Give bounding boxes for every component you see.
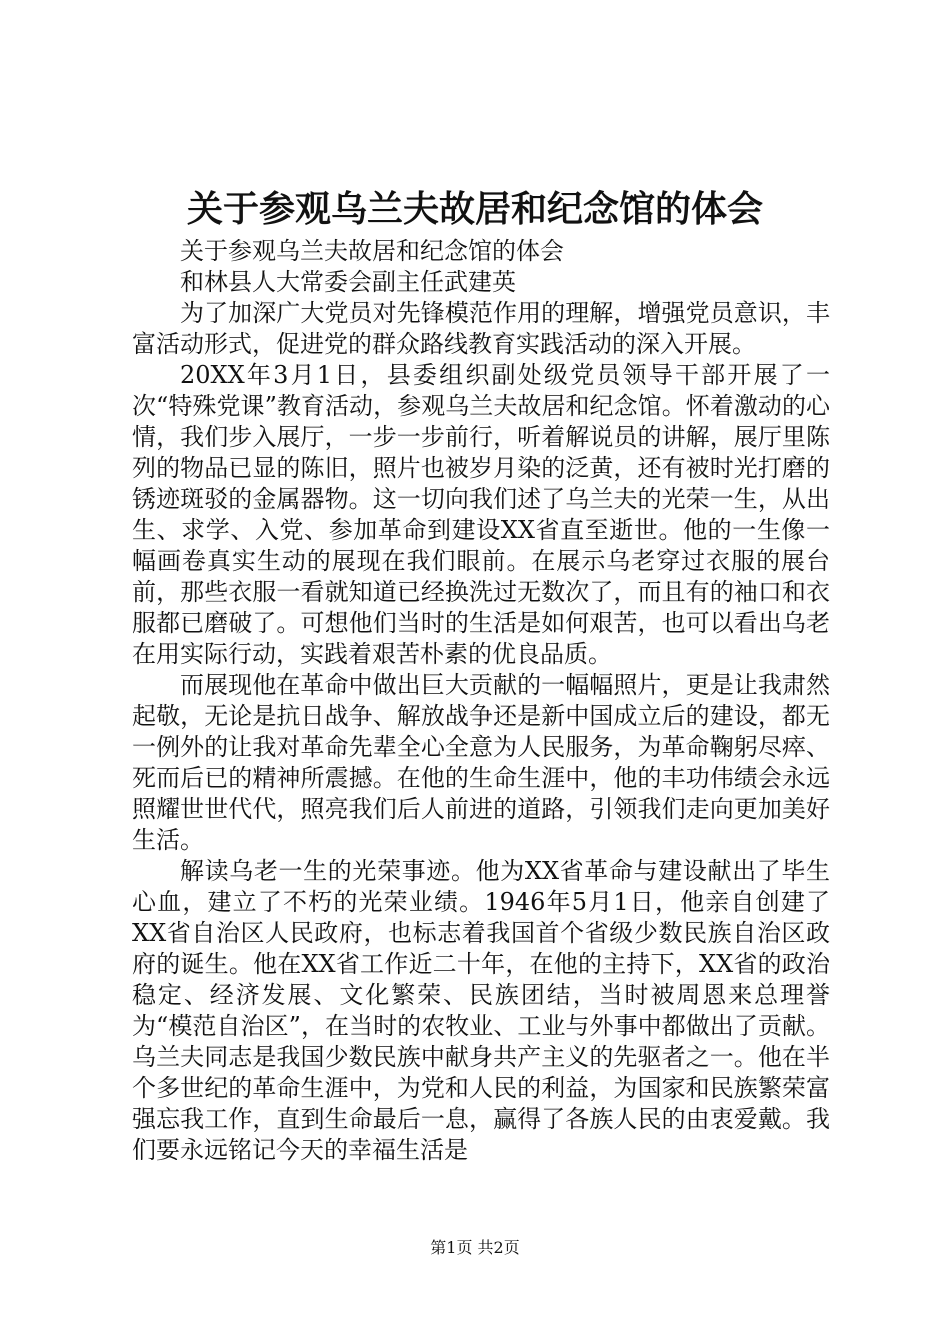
paragraph: 解读乌老一生的光荣事迹。他为XX省革命与建设献出了毕生心血，建立了不朽的光荣业绩。1946年5月1日，他亲自创建了XX省自治区人民政府，也标志着我国首个省级少数民族自治区政府的诞生。他在XX省工作近二十年，在他的主持下，XX省的政治稳定、经济发展、文化繁荣、民族团结，当时被周恩来总理誉为“模范自治区”，在当时的农牧业、工业与外事中都做出了贡献。乌兰夫同志是我国少数民族中献身共产主义的先驱者之一。他在半个多世纪的革命生涯中，为党和人民的利益，为国家和民族繁荣富强忘我工作，直到生命最后一息，赢得了各族人民的由衷爱戴。我们要永远铭记今天的幸福生活是 bbox=[132, 857, 830, 1164]
paragraph-author: 和林县人大常委会副主任武建英 bbox=[180, 268, 516, 296]
page-title: 关于参观乌兰夫故居和纪念馆的体会 bbox=[186, 188, 763, 230]
paragraph: 20XX年3月1日，县委组织副处级党员领导干部开展了一次“特殊党课”教育活动，参观乌兰夫故居和纪念馆。怀着激动的心情，我们步入展厅，一步一步前行，听着解说员的讲解，展厅里陈列的物品已显的陈旧，照片也被岁月染的泛黄，还有被时光打磨的锈迹斑驳的金属器物。这一切向我们述了乌兰夫的光荣一生，从出生、求学、入党、参加革命到建设XX省直至逝世。他的一生像一幅画卷真实生动的展现在我们眼前。在展示乌老穿过衣服的展台前，那些衣服一看就知道已经换洗过无数次了，而且有的袖口和衣服都已磨破了。可想他们当时的生活是如何艰苦，也可以看出乌老在用实际行动，实践着艰苦朴素的优良品质。 bbox=[132, 361, 830, 668]
document-body bbox=[132, 236, 830, 1166]
paragraph-subtitle: 关于参观乌兰夫故居和纪念馆的体会 bbox=[180, 237, 564, 265]
paragraph: 而展现他在革命中做出巨大贡献的一幅幅照片，更是让我肃然起敬，无论是抗日战争、解放战争还是新中国成立后的建设，都无一例外的让我对革命先辈全心全意为人民服务，为革命鞠躬尽瘁、死而后已的精神所震撼。在他的生命生涯中，他的丰功伟绩会永远照耀世世代代，照亮我们后人前进的道路，引领我们走向更加美好生活。 bbox=[132, 671, 830, 854]
page-footer bbox=[0, 1236, 950, 1260]
paragraph: 为了加深广大党员对先锋模范作用的理解，增强党员意识，丰富活动形式，促进党的群众路线教育实践活动的深入开展。 bbox=[132, 299, 830, 358]
page-number-label: 第1页 共2页 bbox=[430, 1238, 520, 1257]
